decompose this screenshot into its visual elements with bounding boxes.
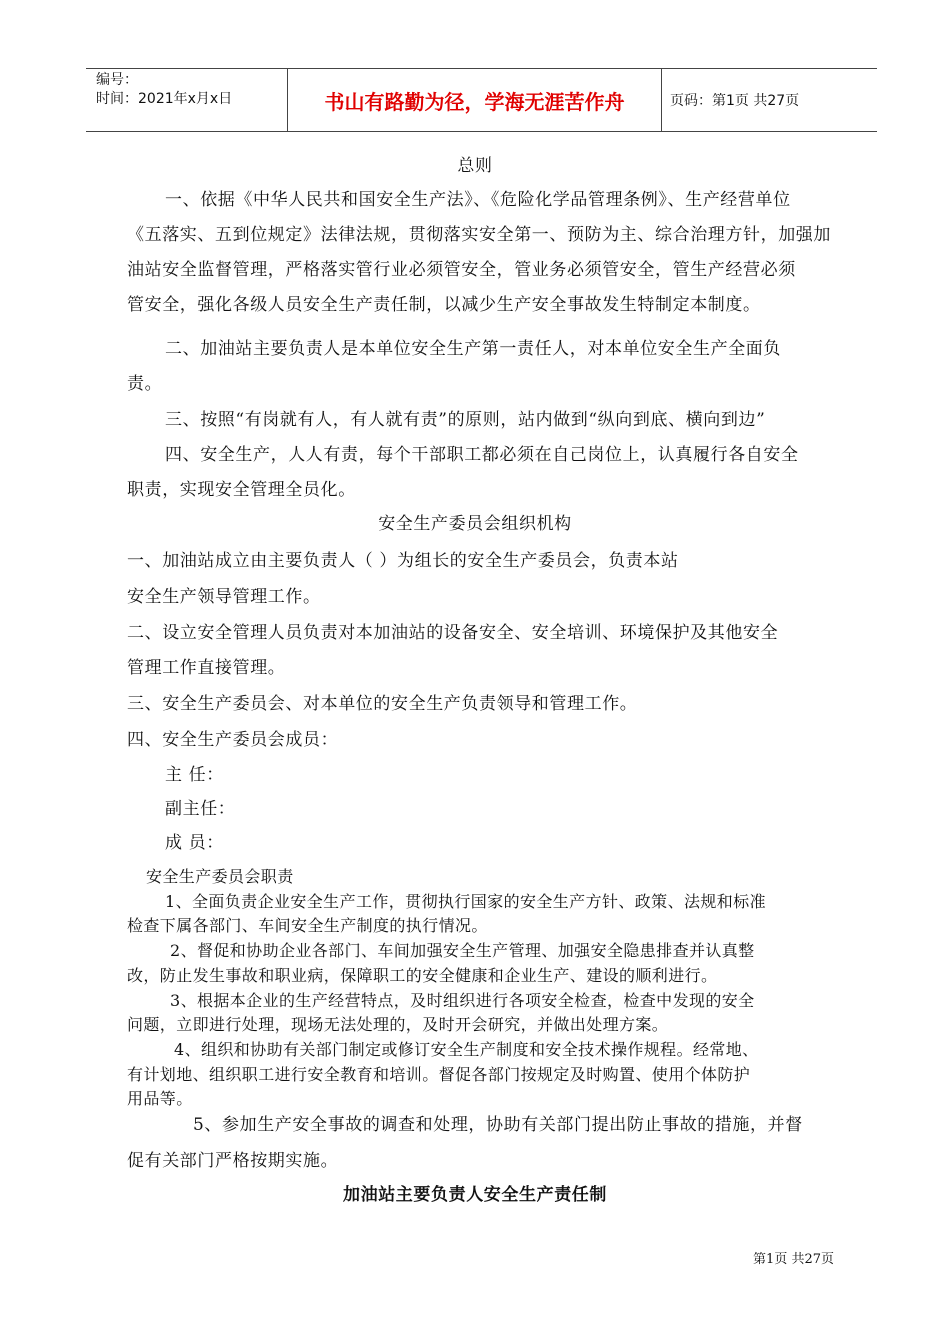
paragraph-line: 有计划地、组织职工进行安全教育和培训。督促各部门按规定及时购置、使用个体防护 — [127, 1065, 751, 1084]
header-page-info: 页码：第1页 共27页 — [670, 93, 800, 109]
paragraph-line: 问题，立即进行处理，现场无法处理的，及时开会研究，并做出处理方案。 — [127, 1015, 669, 1034]
header-number-label: 编号： — [96, 72, 138, 88]
member-role-deputy: 副主任： — [165, 799, 236, 819]
paragraph-line: 二、加油站主要负责人是本单位安全生产第一责任人，对本单位安全生产全面负 — [165, 339, 781, 359]
section-title-organization: 安全生产委员会组织机构 — [378, 514, 572, 534]
section-title-responsibility: 加油站主要负责人安全生产责任制 — [343, 1185, 607, 1205]
paragraph-line: 1、全面负责企业安全生产工作，贯彻执行国家的安全生产方针、政策、法规和标准 — [165, 892, 766, 911]
section-title-general: 总则 — [457, 156, 493, 176]
paragraph-line: 一、依据《中华人民共和国安全生产法》、《危险化学品管理条例》、生产经营单位 — [165, 190, 791, 210]
paragraph-line: 5、参加生产安全事故的调查和处理，协助有关部门提出防止事故的措施，并督 — [193, 1115, 803, 1135]
paragraph-line: 3、根据本企业的生产经营特点，及时组织进行各项安全检查，检查中发现的安全 — [170, 991, 755, 1010]
paragraph-line: 四、安全生产委员会成员： — [127, 730, 339, 750]
paragraph-line: 检查下属各部门、车间安全生产制度的执行情况。 — [127, 916, 488, 935]
paragraph-line: 三、安全生产委员会、对本单位的安全生产负责领导和管理工作。 — [127, 694, 638, 714]
header-motto: 书山有路勤为径，学海无涯苦作舟 — [324, 89, 625, 114]
header-time-label: 时间：2021年x月x日 — [96, 91, 233, 107]
paragraph-line: 用品等。 — [127, 1089, 193, 1108]
paragraph-line: 二、设立安全管理人员负责对本加油站的设备安全、安全培训、环境保护及其他安全 — [127, 623, 779, 643]
paragraph-line: 《五落实、五到位规定》法律法规，贯彻落实安全第一、预防为主、综合治理方针，加强加 — [127, 225, 831, 245]
paragraph-line: 管理工作直接管理。 — [127, 658, 286, 678]
section-title-duties: 安全生产委员会职责 — [146, 867, 294, 886]
page-footer: 第1页 共27页 — [753, 1252, 834, 1267]
paragraph-line: 油站安全监督管理，严格落实管行业必须管安全，管业务必须管安全，管生产经营必须 — [127, 260, 796, 280]
member-role-members: 成 员： — [165, 833, 224, 853]
paragraph-line: 改，防止发生事故和职业病，保障职工的安全健康和企业生产、建设的顺利进行。 — [127, 966, 718, 985]
paragraph-line: 4、组织和协助有关部门制定或修订安全生产制度和安全技术操作规程。经常地、 — [174, 1040, 759, 1059]
paragraph-line: 安全生产领导管理工作。 — [127, 587, 321, 607]
paragraph-line: 三、按照“有岗就有人，有人就有责”的原则，站内做到“纵向到底、横向到边” — [165, 410, 766, 430]
paragraph-line: 管安全，强化各级人员安全生产责任制，以减少生产安全事故发生特制定本制度。 — [127, 295, 761, 315]
paragraph-line: 四、安全生产，人人有责，每个干部职工都必须在自己岗位上，认真履行各自安全 — [165, 445, 799, 465]
document-header — [86, 68, 877, 132]
paragraph-line: 2、督促和协助企业各部门、车间加强安全生产管理、加强安全隐患排查并认真整 — [170, 941, 755, 960]
paragraph-line: 促有关部门严格按期实施。 — [127, 1151, 339, 1171]
member-role-director: 主 任： — [165, 765, 224, 785]
header-meta — [96, 71, 232, 109]
paragraph-line: 职责，实现安全管理全员化。 — [127, 480, 356, 500]
header-divider — [661, 69, 662, 131]
paragraph-line: 责。 — [127, 374, 163, 394]
paragraph-line: 一、加油站成立由主要负责人（ ）为组长的安全生产委员会，负责本站 — [127, 551, 679, 571]
